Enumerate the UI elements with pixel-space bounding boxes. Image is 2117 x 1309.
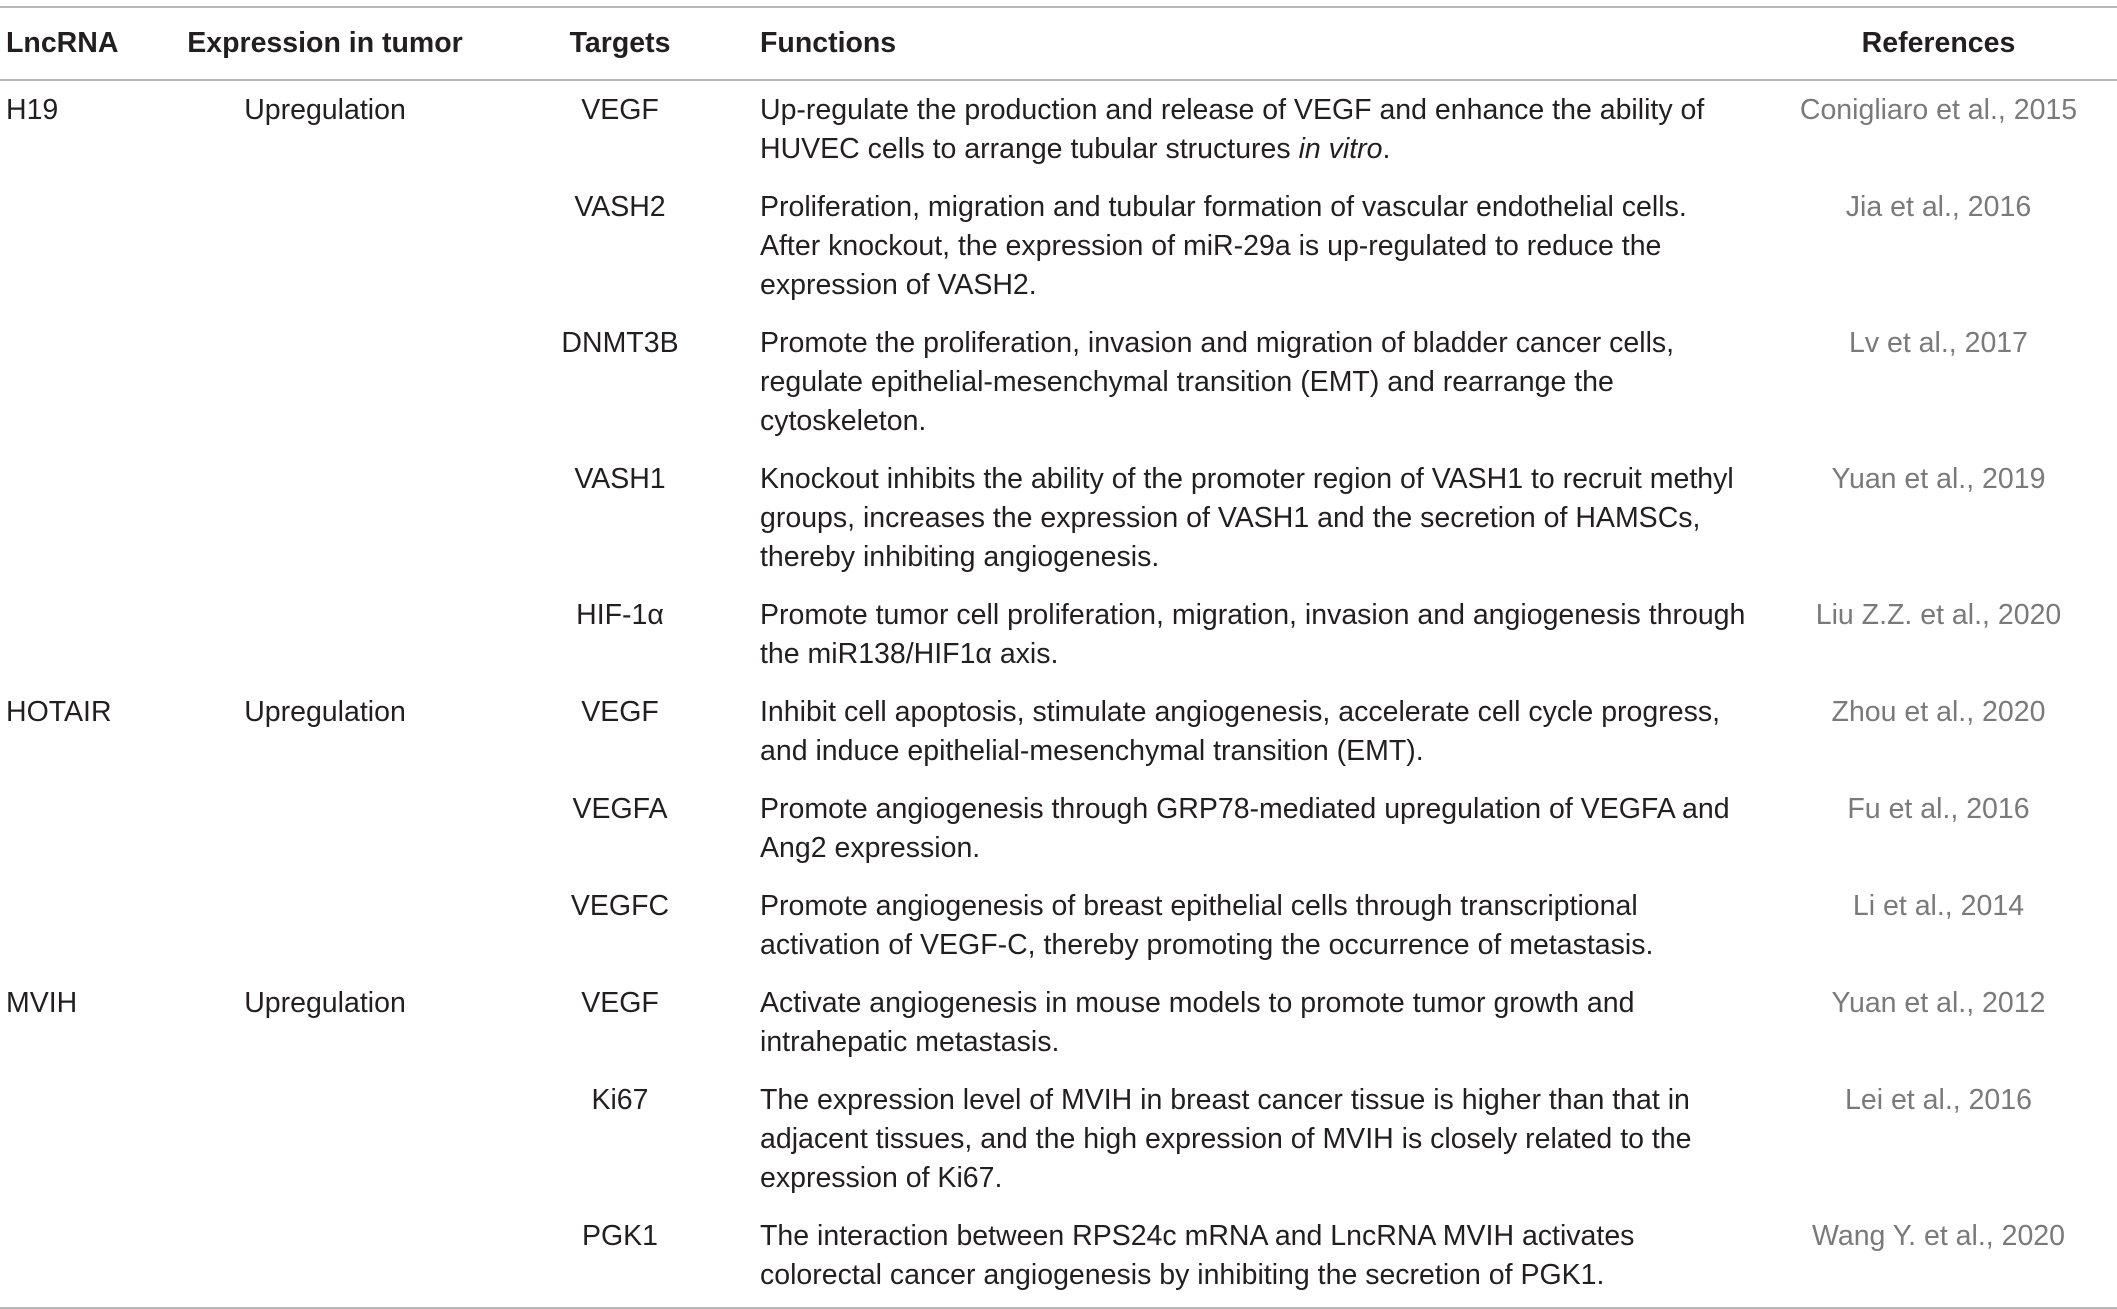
cell-function: The expression level of MVIH in breast cancer tissue is higher than that in adjacent tissues, and the high expression of MVIH is closely related to the expression of Ki67.	[760, 1084, 1692, 1194]
function-italic-text: in vitro	[1298, 133, 1383, 165]
cell-function: Promote angiogenesis through GRP78-mediated upregulation of VEGFA and Ang2 expression.	[760, 793, 1730, 864]
cell-target: VASH1	[574, 463, 666, 495]
cell-reference-link[interactable]: Zhou et al., 2020	[1831, 696, 2046, 728]
table-row	[0, 586, 2117, 683]
table-row	[0, 683, 2117, 780]
cell-reference-link[interactable]: Fu et al., 2016	[1847, 793, 2030, 825]
cell-lncrna	[0, 877, 160, 974]
cell-function: Inhibit cell apoptosis, stimulate angiogenesis, accelerate cell cycle progress, and induce epithelial-mesenchymal transition (EMT).	[760, 696, 1720, 767]
cell-lncrna	[0, 586, 160, 683]
cell-target: VEGFA	[572, 793, 668, 825]
cell-expression: Upregulation	[244, 696, 406, 728]
header-references: References	[1760, 7, 2117, 80]
cell-lncrna	[0, 780, 160, 877]
header-row	[0, 7, 2117, 80]
cell-function: Promote tumor cell proliferation, migration, invasion and angiogenesis through the miR138/HIF1α axis.	[760, 599, 1746, 670]
cell-expression	[160, 877, 530, 974]
cell-function: Activate angiogenesis in mouse models to promote tumor growth and intrahepatic metastasis.	[760, 987, 1635, 1058]
cell-reference-link[interactable]: Liu Z.Z. et al., 2020	[1815, 599, 2062, 631]
table-row	[0, 80, 2117, 178]
table-body	[0, 80, 2117, 1308]
cell-expression	[160, 780, 530, 877]
cell-function: Knockout inhibits the ability of the promoter region of VASH1 to recruit methyl groups, increases the expression of VASH1 and the secretion of HAMSCs, thereby inhibiting angiogenesis.	[760, 463, 1734, 573]
cell-reference-link[interactable]: Yuan et al., 2012	[1831, 987, 2046, 1019]
lncrna-table	[0, 6, 2117, 1309]
cell-expression: Upregulation	[244, 94, 406, 126]
lncrna-table-container	[0, 6, 2117, 1309]
cell-target: DNMT3B	[561, 327, 679, 359]
cell-function: Promote the proliferation, invasion and migration of bladder cancer cells, regulate epithelial-mesenchymal transition (EMT) and rearrange the cytoskeleton.	[760, 327, 1675, 437]
cell-expression	[160, 586, 530, 683]
table-row	[0, 877, 2117, 974]
cell-reference-link[interactable]: Li et al., 2014	[1852, 890, 2025, 922]
cell-reference-link[interactable]: Yuan et al., 2019	[1831, 463, 2046, 495]
function-tail-text: .	[1382, 133, 1391, 165]
cell-lncrna: H19	[6, 94, 59, 126]
table-row	[0, 450, 2117, 586]
cell-target: PGK1	[530, 1207, 710, 1308]
cell-reference-link[interactable]: Conigliaro et al., 2015	[1799, 94, 2078, 126]
cell-expression	[160, 450, 530, 586]
cell-target: VASH2	[574, 191, 666, 223]
table-row	[0, 1071, 2117, 1207]
cell-lncrna: HOTAIR	[6, 696, 112, 728]
table-row	[0, 314, 2117, 450]
header-lncrna: LncRNA	[0, 7, 160, 80]
cell-expression	[160, 1071, 530, 1207]
table-row	[0, 974, 2117, 1071]
cell-target: VEGF	[581, 696, 659, 728]
cell-function: The interaction between RPS24c mRNA and LncRNA MVIH activates colorectal cancer angiogenesis by inhibiting the secretion of PGK1.	[710, 1207, 1760, 1308]
cell-target: Ki67	[591, 1084, 649, 1116]
cell-reference-link[interactable]: Wang Y. et al., 2020	[1760, 1207, 2117, 1308]
cell-lncrna	[0, 314, 160, 450]
cell-target: VEGF	[581, 94, 659, 126]
cell-reference-link[interactable]: Jia et al., 2016	[1845, 191, 2032, 223]
table-row	[0, 780, 2117, 877]
cell-target: VEGFC	[570, 890, 670, 922]
cell-expression	[160, 1207, 530, 1308]
cell-lncrna	[0, 1071, 160, 1207]
cell-lncrna	[0, 450, 160, 586]
cell-function: Proliferation, migration and tubular formation of vascular endothelial cells. After knockout, the expression of miR-29a is up-regulated to reduce the expression of VASH2.	[760, 191, 1687, 301]
cell-function	[710, 80, 1760, 178]
cell-expression	[160, 178, 530, 314]
header-targets: Targets	[530, 7, 710, 80]
cell-lncrna: MVIH	[6, 987, 78, 1019]
cell-target: VEGF	[581, 987, 659, 1019]
cell-reference-link[interactable]: Lei et al., 2016	[1845, 1084, 2032, 1116]
table-header	[0, 7, 2117, 80]
cell-reference-link[interactable]: Lv et al., 2017	[1848, 327, 2029, 359]
cell-lncrna	[0, 1207, 160, 1308]
table-row	[0, 1207, 2117, 1308]
cell-expression: Upregulation	[244, 987, 406, 1019]
table-row	[0, 178, 2117, 314]
header-functions: Functions	[710, 7, 1760, 80]
function-text: Up-regulate the production and release of VEGF and enhance the ability of HUVEC cells to arrange tubular structures	[760, 94, 1705, 165]
cell-target: HIF-1α	[576, 599, 664, 631]
cell-function: Promote angiogenesis of breast epithelial cells through transcriptional activation of VEGF-C, thereby promoting the occurrence of metastasis.	[760, 890, 1654, 961]
cell-lncrna	[0, 178, 160, 314]
header-expression: Expression in tumor	[160, 7, 530, 80]
cell-expression	[160, 314, 530, 450]
